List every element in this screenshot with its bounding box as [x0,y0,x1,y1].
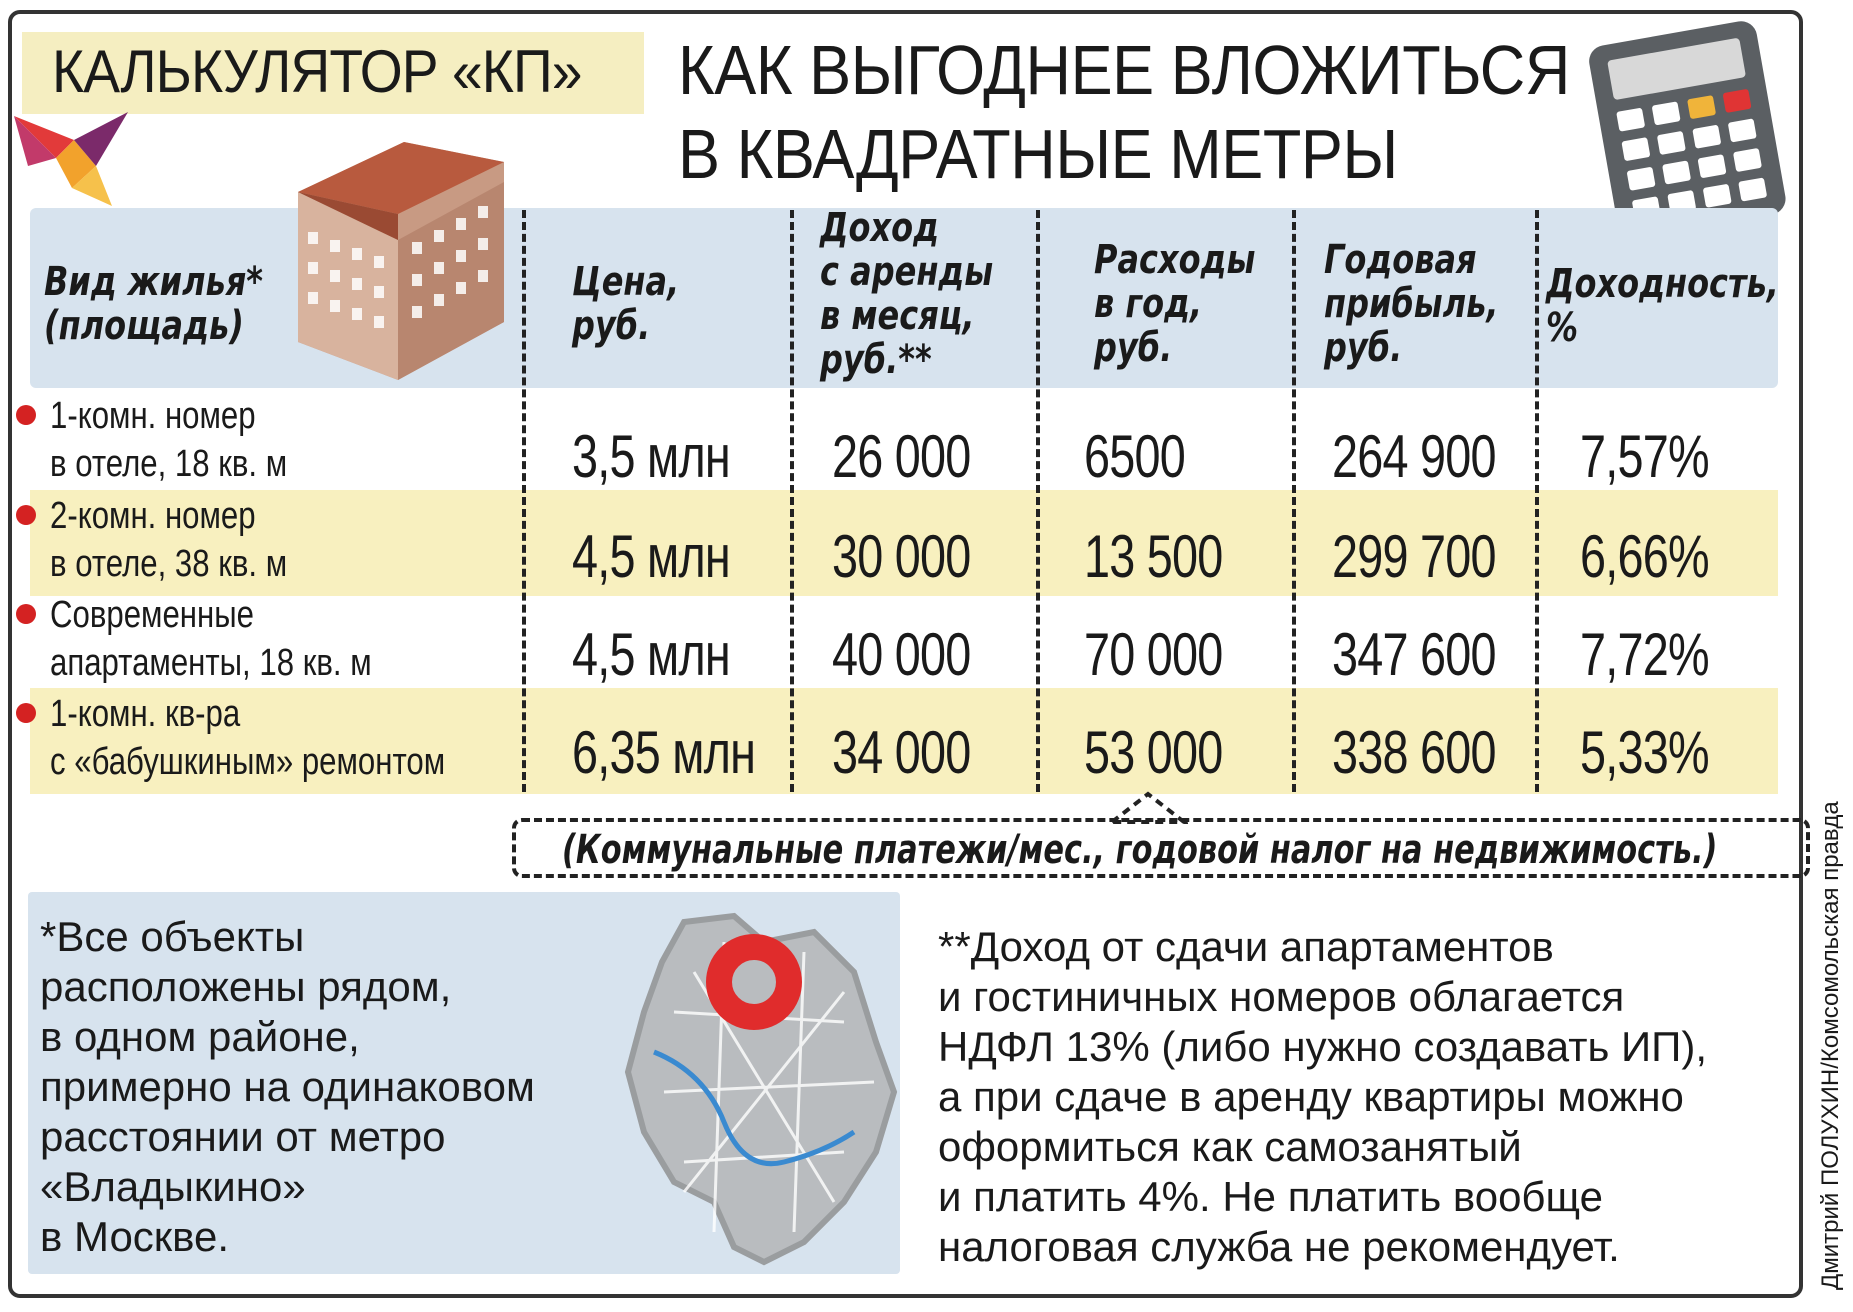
expenses-note: (Коммунальные платежи/мес., годовой налог на недвижимость.) [562,827,1718,873]
row-label-1: 1-комн. номер в отеле, 18 кв. м [50,395,288,485]
location-note: *Все объекты расположены рядом, в одном районе, примерно на одинаковом расстоянии от метро «Владыкино» в Москве. [40,913,535,1260]
header-expenses: Расходы в год, руб. [1094,237,1256,371]
column-divider-1 [522,210,526,792]
row-price-2: 4,5 млн [572,523,730,590]
row-bullet-2 [16,505,36,525]
row-price-4: 6,35 млн [572,719,756,786]
row-price-1: 3,5 млн [572,423,730,490]
tax-note: **Доход от сдачи апартаментов и гостиничных номеров облагается НДФЛ 13% (либо нужно создавать ИП), а при сдаче в аренду квартиры можно оформиться как самозанятый и платить 4%. Не платить вообще налоговая служба не рекомендует. [938,923,1708,1270]
row-label-2: 2-комн. номер в отеле, 38 кв. м [50,495,288,585]
author-credit: Дмитрий ПОЛУХИН/Комсомольская правда [1817,801,1844,1290]
row-rent-1: 26 000 [832,423,971,490]
row-label-3: Современные апартаменты, 18 кв. м [50,594,372,684]
title-line-2: В КВАДРАТНЫЕ МЕТРЫ [678,115,1398,193]
row-expenses-4: 53 000 [1084,719,1223,786]
row-price-3: 4,5 млн [572,621,730,688]
row-bullet-1 [16,405,36,425]
header-price: Цена, руб. [572,259,680,349]
header-housing-type: Вид жилья* (площадь) [44,259,264,349]
row-expenses-1: 6500 [1084,423,1185,490]
row-label-4: 1-комн. кв-ра с «бабушкиным» ремонтом [50,693,446,783]
badge-text: КАЛЬКУЛЯТОР «КП» [52,38,582,105]
bird-logo-icon [12,110,132,210]
header-yield: Доходность, % [1546,261,1779,351]
header-rent-income: Доход с аренды в месяц, руб.** [820,205,994,383]
row-bullet-4 [16,703,36,723]
row-expenses-2: 13 500 [1084,523,1223,590]
page-title [678,28,1570,196]
row-yield-2: 6,66% [1580,523,1709,590]
row-profit-1: 264 900 [1332,423,1496,490]
column-divider-4 [1292,210,1296,792]
row-profit-4: 338 600 [1332,719,1496,786]
row-expenses-3: 70 000 [1084,621,1223,688]
row-yield-1: 7,57% [1580,423,1709,490]
column-divider-5 [1535,210,1539,792]
row-rent-2: 30 000 [832,523,971,590]
column-divider-3 [1036,210,1040,792]
row-profit-3: 347 600 [1332,621,1496,688]
title-line-1: КАК ВЫГОДНЕЕ ВЛОЖИТЬСЯ [678,31,1570,109]
column-divider-2 [790,210,794,792]
row-rent-4: 34 000 [832,719,971,786]
row-bullet-3 [16,604,36,624]
row-yield-3: 7,72% [1580,621,1709,688]
row-rent-3: 40 000 [832,621,971,688]
row-yield-4: 5,33% [1580,719,1709,786]
moscow-map-icon [614,902,904,1272]
row-profit-2: 299 700 [1332,523,1496,590]
header-annual-profit: Годовая прибыль, руб. [1324,237,1499,371]
building-icon [294,122,510,384]
